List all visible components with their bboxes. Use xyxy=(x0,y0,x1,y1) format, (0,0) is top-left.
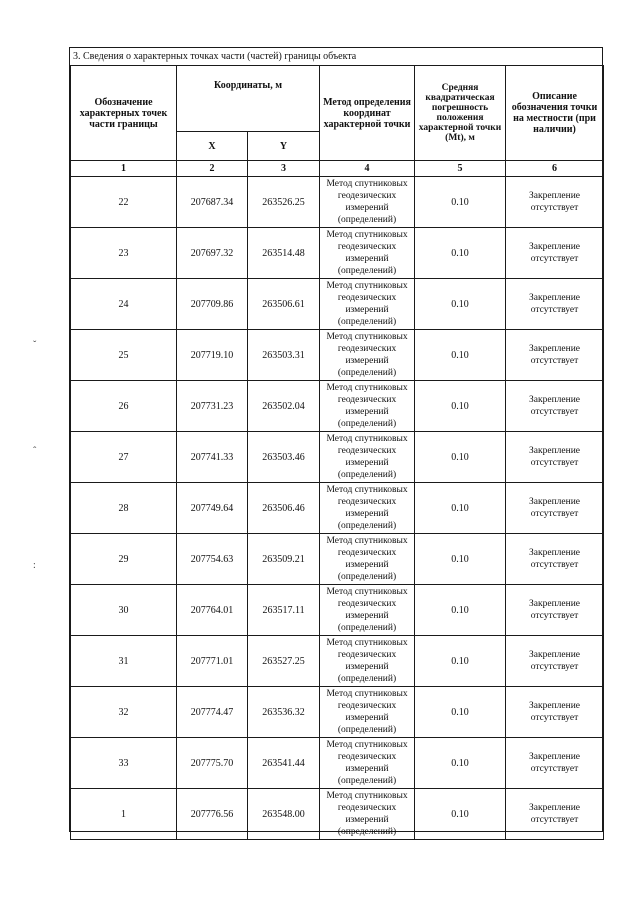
point-number-cell: 28 xyxy=(71,483,177,534)
table-row xyxy=(71,585,604,636)
coordinate-x-cell: 207709.86 xyxy=(177,279,248,330)
method-cell: Метод спутниковых геодезических измерений (определений) xyxy=(320,789,415,840)
point-number-cell: 31 xyxy=(71,636,177,687)
coordinate-y-cell: 263526.25 xyxy=(248,177,320,228)
description-cell: Закрепление отсутствует xyxy=(506,687,604,738)
point-number-cell: 1 xyxy=(71,789,177,840)
coordinate-y-cell: 263541.44 xyxy=(248,738,320,789)
error-cell: 0.10 xyxy=(415,483,506,534)
description-cell: Закрепление отсутствует xyxy=(506,636,604,687)
coordinate-y-cell: 263503.31 xyxy=(248,330,320,381)
coordinate-y-cell: 263514.48 xyxy=(248,228,320,279)
method-cell: Метод спутниковых геодезических измерений (определений) xyxy=(320,483,415,534)
method-cell: Метод спутниковых геодезических измерений (определений) xyxy=(320,585,415,636)
error-cell: 0.10 xyxy=(415,585,506,636)
point-number-cell: 33 xyxy=(71,738,177,789)
error-cell: 0.10 xyxy=(415,228,506,279)
coordinate-y-cell: 263536.32 xyxy=(248,687,320,738)
method-cell: Метод спутниковых геодезических измерений (определений) xyxy=(320,738,415,789)
coordinate-x-cell: 207771.01 xyxy=(177,636,248,687)
header-x: X xyxy=(177,132,248,161)
coordinate-x-cell: 207754.63 xyxy=(177,534,248,585)
coordinate-x-cell: 207719.10 xyxy=(177,330,248,381)
method-cell: Метод спутниковых геодезических измерений (определений) xyxy=(320,330,415,381)
margin-mark: ˇ xyxy=(33,340,37,351)
table-row xyxy=(71,279,604,330)
coordinate-y-cell: 263509.21 xyxy=(248,534,320,585)
table-row xyxy=(71,381,604,432)
error-cell: 0.10 xyxy=(415,636,506,687)
description-cell: Закрепление отсутствует xyxy=(506,585,604,636)
margin-mark: ˆ xyxy=(33,446,37,457)
point-number-cell: 29 xyxy=(71,534,177,585)
header-description: Описание обозначения точки на местности (при наличии) xyxy=(506,66,604,161)
coordinate-x-cell: 207687.34 xyxy=(177,177,248,228)
table-row xyxy=(71,228,604,279)
coordinate-x-cell: 207749.64 xyxy=(177,483,248,534)
description-cell: Закрепление отсутствует xyxy=(506,330,604,381)
table-row xyxy=(71,483,604,534)
table-row xyxy=(71,789,604,840)
coordinate-x-cell: 207775.70 xyxy=(177,738,248,789)
error-cell: 0.10 xyxy=(415,279,506,330)
point-number-cell: 27 xyxy=(71,432,177,483)
points-table-body xyxy=(71,66,604,848)
column-number-row xyxy=(71,161,604,177)
header-coordinates: Координаты, м xyxy=(177,66,320,132)
description-cell: Закрепление отсутствует xyxy=(506,381,604,432)
error-cell: 0.10 xyxy=(415,738,506,789)
error-cell: 0.10 xyxy=(415,789,506,840)
header-method: Метод определения координат характерной точки xyxy=(320,66,415,161)
point-number-cell: 24 xyxy=(71,279,177,330)
point-number-cell: 32 xyxy=(71,687,177,738)
table-row xyxy=(71,330,604,381)
error-cell: 0.10 xyxy=(415,177,506,228)
section-title: 3. Сведения о характерных точках части (частей) границы объекта xyxy=(73,51,357,62)
margin-mark: : xyxy=(33,560,36,571)
table-row xyxy=(71,177,604,228)
method-cell: Метод спутниковых геодезических измерений (определений) xyxy=(320,381,415,432)
table-row xyxy=(71,636,604,687)
description-cell: Закрепление отсутствует xyxy=(506,228,604,279)
table-tail-cell xyxy=(71,840,604,848)
error-cell: 0.10 xyxy=(415,534,506,585)
description-cell: Закрепление отсутствует xyxy=(506,534,604,585)
description-cell: Закрепление отсутствует xyxy=(506,432,604,483)
column-number: 5 xyxy=(415,161,506,177)
coordinate-y-cell: 263506.61 xyxy=(248,279,320,330)
error-cell: 0.10 xyxy=(415,432,506,483)
method-cell: Метод спутниковых геодезических измерений (определений) xyxy=(320,228,415,279)
coordinate-x-cell: 207731.23 xyxy=(177,381,248,432)
method-cell: Метод спутниковых геодезических измерений (определений) xyxy=(320,177,415,228)
header-y: Y xyxy=(248,132,320,161)
points-table xyxy=(70,65,604,847)
method-cell: Метод спутниковых геодезических измерений (определений) xyxy=(320,687,415,738)
column-number: 2 xyxy=(177,161,248,177)
table-row xyxy=(71,534,604,585)
header-row xyxy=(71,66,604,132)
description-cell: Закрепление отсутствует xyxy=(506,789,604,840)
description-cell: Закрепление отсутствует xyxy=(506,483,604,534)
coordinate-x-cell: 207776.56 xyxy=(177,789,248,840)
column-number: 3 xyxy=(248,161,320,177)
table-row xyxy=(71,738,604,789)
column-number: 6 xyxy=(506,161,604,177)
table-row xyxy=(71,687,604,738)
method-cell: Метод спутниковых геодезических измерений (определений) xyxy=(320,432,415,483)
point-number-cell: 30 xyxy=(71,585,177,636)
coordinate-x-cell: 207697.32 xyxy=(177,228,248,279)
description-cell: Закрепление отсутствует xyxy=(506,738,604,789)
document-frame xyxy=(69,47,603,837)
point-number-cell: 22 xyxy=(71,177,177,228)
column-number: 4 xyxy=(320,161,415,177)
method-cell: Метод спутниковых геодезических измерений (определений) xyxy=(320,636,415,687)
description-cell: Закрепление отсутствует xyxy=(506,177,604,228)
coordinate-x-cell: 207741.33 xyxy=(177,432,248,483)
error-cell: 0.10 xyxy=(415,381,506,432)
header-designation: Обозначение характерных точек части границы xyxy=(71,66,177,161)
column-number: 1 xyxy=(71,161,177,177)
error-cell: 0.10 xyxy=(415,330,506,381)
point-number-cell: 25 xyxy=(71,330,177,381)
point-number-cell: 23 xyxy=(71,228,177,279)
coordinate-x-cell: 207764.01 xyxy=(177,585,248,636)
coordinate-y-cell: 263502.04 xyxy=(248,381,320,432)
header-error: Средняя квадратическая погрешность положения характерной точки (Mt), м xyxy=(415,66,506,161)
coordinate-x-cell: 207774.47 xyxy=(177,687,248,738)
coordinate-y-cell: 263506.46 xyxy=(248,483,320,534)
description-cell: Закрепление отсутствует xyxy=(506,279,604,330)
coordinate-y-cell: 263548.00 xyxy=(248,789,320,840)
coordinate-y-cell: 263503.46 xyxy=(248,432,320,483)
coordinate-y-cell: 263527.25 xyxy=(248,636,320,687)
method-cell: Метод спутниковых геодезических измерений (определений) xyxy=(320,534,415,585)
coordinate-y-cell: 263517.11 xyxy=(248,585,320,636)
error-cell: 0.10 xyxy=(415,687,506,738)
point-number-cell: 26 xyxy=(71,381,177,432)
method-cell: Метод спутниковых геодезических измерений (определений) xyxy=(320,279,415,330)
table-row xyxy=(71,432,604,483)
table-tail-row xyxy=(71,840,604,848)
